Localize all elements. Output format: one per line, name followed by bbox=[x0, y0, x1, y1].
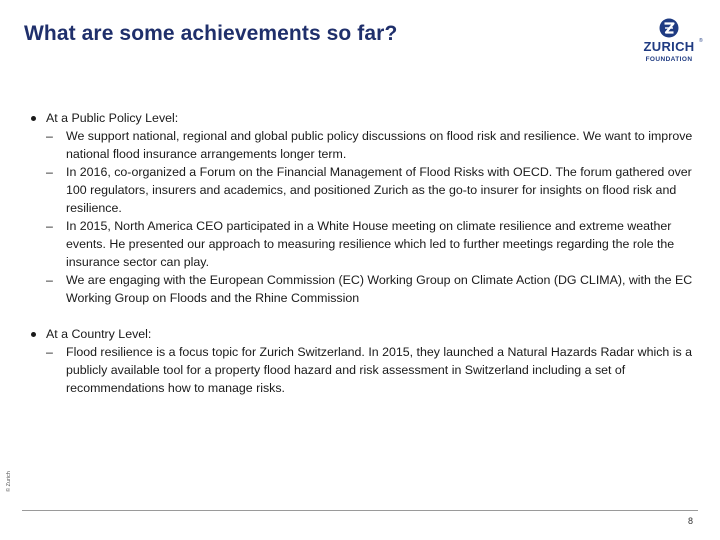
list-item-text: Flood resilience is a focus topic for Zurich Switzerland. In 2015, they launched a Natural Hazards Radar which is a publicly available tool for a property flood hazard and risk assessment in Switzerland including a set of recommendations how to manage risks. bbox=[66, 345, 693, 395]
section-public-policy bbox=[28, 109, 693, 307]
dash-icon: – bbox=[46, 219, 53, 233]
section-country-level bbox=[28, 325, 693, 397]
bullet-icon bbox=[31, 332, 36, 337]
list-item-text: We support national, regional and global public policy discussions on flood risk and resilience. We want to improve national flood insurance arrangements longer term. bbox=[66, 129, 693, 161]
list-item bbox=[46, 163, 693, 217]
footer-divider bbox=[22, 510, 698, 511]
list-item-text: In 2016, co-organized a Forum on the Financial Management of Flood Risks with OECD. The forum gathered over 100 regulators, insurers and academics, and positioned Zurich as the go-to insurer for insights on flood risk and resilience. bbox=[66, 165, 692, 215]
dash-icon: – bbox=[46, 345, 53, 359]
slide-title: What are some achievements so far? bbox=[24, 22, 398, 45]
list-item bbox=[46, 343, 693, 397]
copyright-notice: © Zurich bbox=[6, 471, 12, 492]
registered-mark: ® bbox=[699, 38, 703, 44]
logo-name: ZURICH bbox=[643, 39, 695, 54]
list-item bbox=[46, 217, 693, 271]
logo-subtitle: FOUNDATION bbox=[645, 56, 693, 63]
dash-icon: – bbox=[46, 165, 53, 179]
zurich-logo-icon bbox=[659, 18, 679, 38]
list-item-text: In 2015, North America CEO participated in a White House meeting on climate resilience and extreme weather events. He presented our approach to measuring resilience which led to further meetings regarding the role the insurance sector can play. bbox=[66, 219, 675, 269]
sub-list bbox=[46, 343, 693, 397]
sub-list bbox=[46, 127, 693, 307]
bullet-icon bbox=[31, 116, 36, 121]
list-item bbox=[46, 271, 693, 307]
slide-content bbox=[28, 109, 693, 397]
list-item bbox=[46, 127, 693, 163]
zurich-foundation-logo bbox=[630, 18, 706, 70]
list-item-text: We are engaging with the European Commission (EC) Working Group on Climate Action (DG CLIMA), with the EC Working Group on Floods and the Rhine Commission bbox=[66, 273, 693, 305]
section-heading: At a Country Level: bbox=[46, 327, 152, 341]
dash-icon: – bbox=[46, 273, 53, 287]
section-heading: At a Public Policy Level: bbox=[46, 111, 179, 125]
dash-icon: – bbox=[46, 129, 53, 143]
page-number: 8 bbox=[688, 516, 694, 526]
